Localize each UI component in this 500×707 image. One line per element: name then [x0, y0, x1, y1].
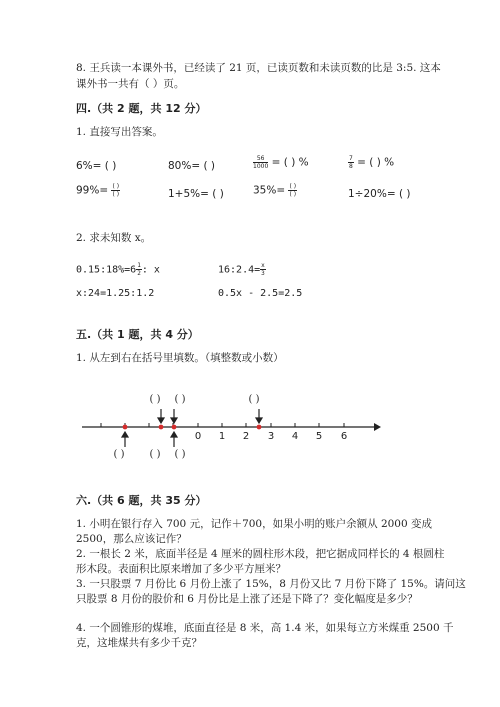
s6-q2-line2: 形木段。表面积比原来增加了多少平方厘米？	[76, 563, 286, 575]
axis-labels	[195, 431, 347, 442]
bottom-bracket-1: ( )	[113, 449, 125, 460]
fraction	[111, 183, 120, 198]
bottom-arrows	[122, 432, 177, 447]
section5-title: 五.（共 1 题，共 4 分）	[76, 328, 199, 341]
calc-6-percent: 6%= ( )	[76, 160, 117, 172]
s6-q4-line2: 克，这堆煤共有多少千克？	[76, 637, 202, 649]
label-1: 1	[218, 431, 226, 442]
fraction-numerator: ( )	[112, 183, 120, 190]
section6-title: 六.（共 6 题，共 35 分）	[76, 494, 207, 507]
s6-q1-line1: 1. 小明在银行存入 700 元，记作＋700，如果小明的账户余额从 2000 变成	[76, 518, 433, 530]
calc-prefix: 35%=	[253, 184, 286, 197]
q8-line1: 8. 王兵读一本课外书，已经读了 21 页，已读页数和未读页数的比是 3:5. 这本	[76, 62, 441, 74]
fraction-denominator: 3	[261, 270, 265, 277]
top-bracket-1: ( )	[149, 394, 161, 405]
s6-q2-line1: 2. 一根长 2 米，底面半径是 4 厘米的圆柱形木段，把它据成同样长的 4 根圆柱	[76, 548, 445, 560]
fraction-denominator: ( )	[289, 191, 297, 198]
calc-rest: = ( ) %	[271, 156, 309, 169]
calc-rest: = ( ) %	[357, 156, 395, 169]
section4-title: 四.（共 2 题，共 12 分）	[76, 102, 207, 115]
top-arrows	[158, 409, 262, 423]
fraction	[260, 262, 266, 277]
calc-56-over-1000	[253, 155, 309, 170]
calc-prefix: 99%=	[76, 184, 109, 197]
fraction-numerator: 56	[253, 155, 268, 163]
calc-1-div-20-percent: 1÷20%= ( )	[348, 188, 411, 200]
label-3: 3	[267, 431, 275, 442]
bottom-bracket-3: ( )	[174, 449, 186, 460]
equation-4: 0.5x - 2.5=2.5	[218, 288, 303, 299]
equation-2	[218, 262, 266, 277]
fraction-numerator: 7	[349, 155, 353, 162]
point-d	[257, 425, 262, 430]
arrow-head-icon	[374, 423, 381, 431]
s6-q4-line1: 4. 一个圆锥形的煤堆，底面直径是 8 米，高 1.4 米，如果每立方米煤重 2500 千	[76, 622, 454, 634]
label-4: 4	[291, 431, 299, 442]
label-2: 2	[242, 431, 250, 442]
calc-80-percent: 80%= ( )	[168, 160, 216, 172]
top-bracket-2: ( )	[174, 394, 186, 405]
fraction	[348, 155, 354, 170]
calc-99-percent	[76, 183, 120, 198]
fraction-denominator: 1000	[253, 163, 269, 170]
s6-q3-line2: 只股票 8 月份的股价和 6 月份比是上涨了还是下降了？变化幅度是多少？	[76, 593, 418, 605]
label-6: 6	[340, 431, 348, 442]
fraction-numerator: x	[261, 262, 265, 269]
fraction-numerator: ( )	[289, 183, 297, 190]
bottom-bracket-2: ( )	[149, 449, 161, 460]
label-0: 0	[194, 431, 202, 442]
s6-q3-line1: 3. 一只股票 7 月份比 6 月份上涨了 15%，8 月份又比 7 月份下降了 15%。请问这	[76, 578, 466, 590]
equation-prefix: 16:2.4=	[218, 264, 261, 276]
fraction-numerator: 1	[137, 262, 141, 269]
q8-line2: 课外书一共有（ ）页。	[76, 78, 185, 90]
point-c	[172, 425, 177, 430]
fraction-denominator: ( )	[112, 191, 120, 198]
fraction	[253, 155, 268, 170]
fraction	[288, 183, 297, 198]
fraction-denominator: 2	[137, 270, 141, 277]
section4-q1: 1. 直接写出答案。	[76, 126, 163, 138]
label-5: 5	[315, 431, 323, 442]
section5-q1: 1. 从左到右在括号里填数。（填整数或小数）	[76, 352, 284, 364]
top-bracket-3: ( )	[248, 394, 260, 405]
equation-suffix: : x	[141, 264, 160, 276]
calc-7-over-8	[348, 155, 394, 170]
s6-q1-line2: 2500，那么应该记作？	[76, 533, 187, 545]
point-a	[123, 425, 128, 430]
equation-1	[76, 262, 160, 277]
number-line	[76, 385, 386, 465]
point-b	[159, 425, 164, 430]
ticks	[101, 423, 344, 427]
section4-q2: 2. 求未知数 x。	[76, 232, 152, 244]
calc-1-plus-5-percent: 1+5%= ( )	[168, 188, 224, 200]
calc-35-percent	[253, 183, 297, 198]
equation-prefix: 0.15:18%=6	[76, 264, 137, 276]
equation-3: x:24=1.25:1.2	[76, 288, 155, 299]
fraction-denominator: 8	[349, 163, 353, 170]
